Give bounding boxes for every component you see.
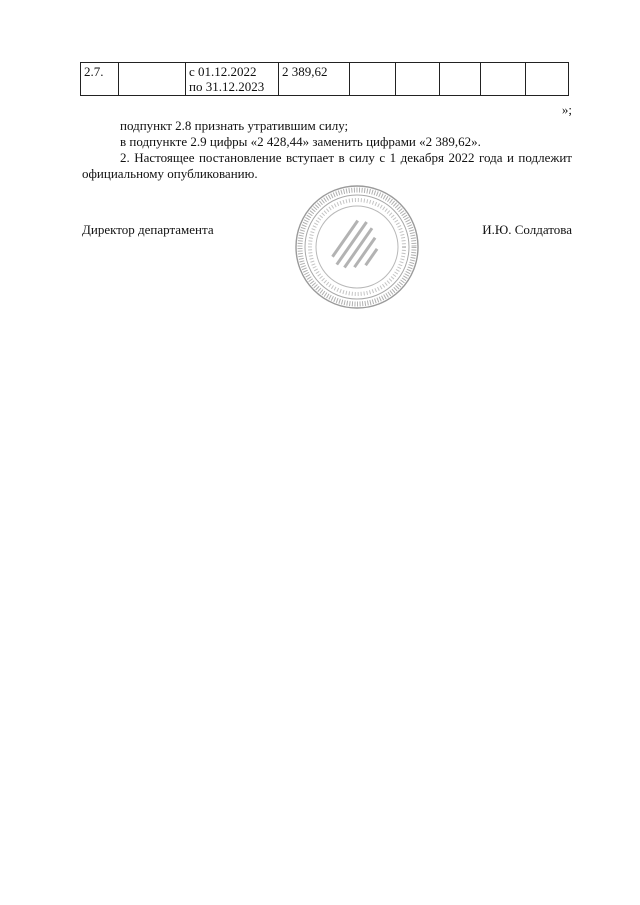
value-cell: 2 389,62 — [279, 63, 350, 96]
table-row — [81, 63, 569, 96]
tariff-table — [80, 62, 569, 96]
empty-cell — [526, 63, 569, 96]
empty-cell — [119, 63, 186, 96]
empty-cell — [396, 63, 440, 96]
paragraph-item-2-9: в подпункте 2.9 цифры «2 428,44» заменить цифрами «2 389,62». — [120, 134, 481, 149]
period-end: по 31.12.2023 — [189, 79, 265, 94]
signer-role: Директор департамента — [82, 222, 214, 237]
signer-name: И.Ю. Солдатова — [482, 222, 572, 237]
paragraph-effective-date: 2. Настоящее постановление вступает в силу с 1 декабря 2022 года и подлежит официальному опубликованию. — [82, 150, 572, 181]
period-start: с 01.12.2022 — [189, 64, 257, 79]
empty-cell — [350, 63, 396, 96]
row-number-cell: 2.7. — [81, 63, 119, 96]
round-seal-icon — [293, 183, 421, 311]
empty-cell — [440, 63, 481, 96]
paragraph-item-2-8: подпункт 2.8 признать утратившим силу; — [120, 118, 349, 133]
empty-cell — [481, 63, 526, 96]
period-cell — [186, 63, 279, 96]
closing-quote: »; — [561, 102, 572, 117]
